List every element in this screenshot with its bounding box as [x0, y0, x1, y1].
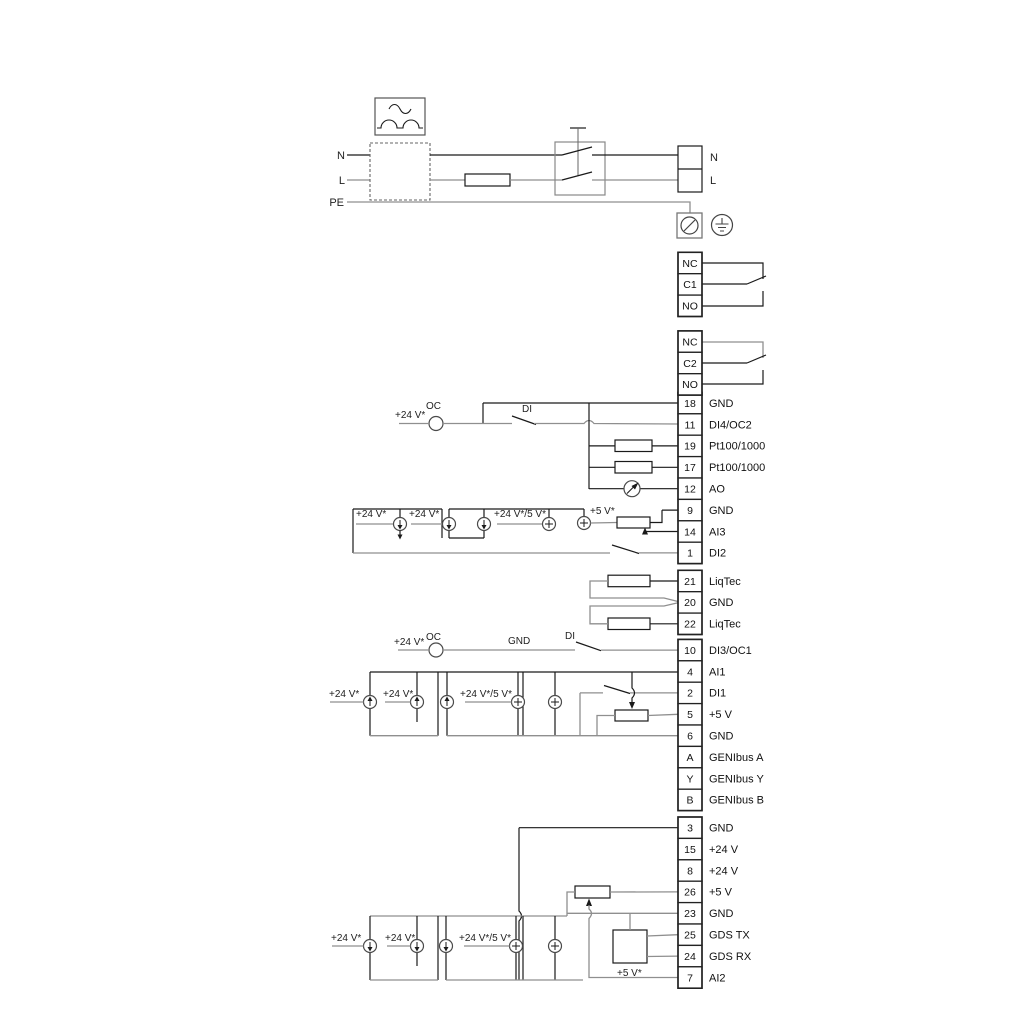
terminal-number: 25: [684, 929, 696, 942]
terminal-number: 17: [684, 462, 696, 475]
relay-1-terminals: [678, 252, 702, 316]
terminal-label: +24 V: [709, 843, 739, 856]
fuse: [465, 174, 510, 186]
plus24-label: +24 V*: [409, 509, 440, 520]
terminal-label: DI2: [709, 547, 727, 560]
l-terminal-label: L: [710, 175, 717, 187]
gds-sensor-box: [613, 930, 647, 963]
terminal-label: LiqTec: [709, 575, 741, 588]
terminal-number: A: [686, 751, 694, 764]
switch-arm-l: [562, 172, 592, 180]
bottom-section: [331, 828, 678, 980]
di2-switch: [612, 545, 639, 554]
terminal-number: C1: [683, 279, 697, 292]
liqtec-sensor-resistor: [608, 575, 650, 587]
terminal-number: 20: [684, 597, 696, 610]
terminal-label: AI2: [709, 972, 726, 985]
terminal-number: 3: [687, 822, 693, 835]
current-source-symbol: [441, 672, 454, 736]
di4-switch: [512, 416, 536, 425]
plus24-label: +24 V*: [331, 933, 362, 944]
terminal-label: LiqTec: [709, 618, 741, 631]
terminal-number: C2: [683, 357, 697, 370]
liqtec-sensor-resistor: [608, 618, 650, 630]
voltage-source-symbol: [549, 672, 562, 736]
terminal-number: 19: [684, 440, 696, 453]
current-source-symbol: [443, 509, 456, 538]
plus24-label: +24 V*: [329, 689, 360, 700]
plus24-label: +24 V*: [383, 689, 414, 700]
terminal-number: 6: [687, 730, 693, 743]
terminal-number: 15: [684, 843, 696, 856]
current-source-symbol: [394, 509, 407, 540]
terminal-number: NC: [682, 257, 698, 270]
terminal-number: 7: [687, 972, 693, 985]
ai1-wiring: [329, 672, 678, 736]
oc-label: OC: [426, 632, 441, 643]
terminal-number: Y: [686, 773, 694, 786]
terminal-number: 5: [687, 709, 693, 722]
mains-section: [329, 98, 732, 238]
terminal-number: 26: [684, 886, 696, 899]
wiper-arrow-icon: [586, 899, 592, 907]
current-source-symbol: [364, 696, 377, 709]
switch-arm-n: [562, 147, 592, 155]
relay1-contact-arm: [747, 276, 766, 284]
relay2-wiring: [702, 342, 766, 384]
voltage-source-symbol: [549, 916, 562, 980]
terminal-number: 23: [684, 908, 696, 921]
terminal-number: 21: [684, 575, 696, 588]
mains-symbol-icon: [375, 98, 425, 135]
terminal-number: NC: [682, 336, 698, 349]
ai3-wiring: [353, 506, 678, 554]
terminal-number: 2: [687, 687, 693, 700]
terminal-number: 14: [684, 526, 696, 539]
terminal-number: B: [686, 794, 694, 807]
terminal-number: 12: [684, 483, 696, 496]
l-supply-label: L: [338, 175, 345, 187]
terminal-label: GENIbus Y: [709, 773, 764, 786]
terminal-number: 22: [684, 618, 696, 631]
di-label: DI: [522, 404, 532, 415]
plus24-label: +24 V*: [394, 637, 425, 648]
terminal-block-liqtec: [678, 570, 741, 634]
n-supply-label: N: [337, 150, 345, 162]
terminal-label: GDS TX: [709, 929, 750, 942]
terminal-label: DI3/OC1: [709, 644, 752, 657]
terminal-block-mid-io: [678, 639, 764, 810]
terminal-label: Pt100/1000: [709, 462, 766, 475]
relay2-contact-arm: [747, 355, 766, 363]
terminal-label: GND: [709, 822, 734, 835]
current-source-symbol: [440, 916, 453, 980]
plus5-label: +5 V*: [617, 968, 642, 979]
terminal-number: 1: [687, 547, 693, 560]
pt100-resistor-2: [615, 462, 652, 474]
potentiometer: [615, 710, 648, 721]
pe-terminal: [677, 213, 702, 238]
di3-switch: [576, 642, 601, 651]
terminal-label: GND: [709, 730, 734, 743]
terminal-label: GND: [709, 504, 734, 517]
oc-label: OC: [426, 401, 441, 412]
voltage-source-symbol: [510, 916, 523, 980]
terminal-number: 18: [684, 397, 696, 410]
terminal-label: +5 V: [709, 886, 732, 899]
plus24-label: +24 V*: [356, 509, 387, 520]
terminal-label: GENIbus A: [709, 751, 764, 764]
pe-wire: [347, 202, 690, 213]
current-source-symbol: [364, 940, 377, 953]
terminal-number: NO: [682, 300, 698, 313]
terminal-label: +5 V: [709, 709, 732, 722]
terminal-number: 4: [687, 666, 693, 679]
terminal-label: AI1: [709, 666, 726, 679]
filter-box: [370, 143, 430, 200]
terminal-number: 9: [687, 504, 693, 517]
supply-terminals: [678, 146, 718, 192]
terminal-label: GDS RX: [709, 950, 752, 963]
potentiometer: [617, 517, 650, 528]
plus24-5-label: +24 V*/5 V*: [460, 689, 512, 700]
plus24-5-label: +24 V*/5 V*: [494, 509, 546, 520]
terminal-number: NO: [682, 379, 698, 392]
potentiometer: [575, 886, 610, 898]
terminal-label: DI4/OC2: [709, 419, 752, 432]
terminal-number: 8: [687, 865, 693, 878]
ao-meter-symbol: [624, 481, 640, 497]
digital-input-di3: [394, 631, 678, 657]
terminal-label: GND: [709, 397, 734, 410]
di1-switch: [604, 686, 630, 694]
current-source-symbol: [478, 509, 491, 538]
n-terminal-label: N: [710, 152, 718, 164]
terminal-number: 11: [684, 419, 696, 432]
terminal-label: GENIbus B: [709, 794, 765, 807]
terminal-label: AO: [709, 483, 725, 496]
terminal-block-upper-io: [678, 392, 765, 563]
voltage-source-symbol: [578, 509, 591, 530]
plus24-label: +24 V*: [385, 933, 416, 944]
terminal-block-bottom-io: [678, 817, 752, 988]
terminal-label: DI1: [709, 687, 727, 700]
plus24-5-label: +24 V*/5 V*: [459, 933, 511, 944]
main-switch: [555, 128, 605, 195]
plus24-label: +24 V*: [395, 410, 426, 421]
terminal-label: Pt100/1000: [709, 440, 766, 453]
terminal-number: 24: [684, 950, 696, 963]
open-collector-symbol: [429, 417, 443, 431]
terminal-label: GND: [709, 908, 734, 921]
earth-symbol-icon: [712, 215, 733, 236]
pe-supply-label: PE: [329, 197, 344, 209]
terminal-number: 10: [684, 644, 696, 657]
terminal-label: GND: [709, 597, 734, 610]
gnd-label: GND: [508, 636, 531, 647]
di-label: DI: [565, 631, 575, 642]
relay-2-terminals: [678, 331, 702, 395]
digital-input-di4: [395, 401, 678, 431]
pt100-resistor-1: [615, 440, 652, 452]
terminal-label: +24 V: [709, 865, 739, 878]
terminal-label: AI3: [709, 526, 726, 539]
plus5-label: +5 V*: [590, 506, 615, 517]
wiper-arrow-icon: [629, 702, 635, 709]
liqtec-sensors: [590, 575, 678, 629]
relay1-wiring: [702, 263, 766, 306]
pt100-and-ao: [589, 403, 678, 497]
open-collector-symbol: [429, 643, 443, 657]
